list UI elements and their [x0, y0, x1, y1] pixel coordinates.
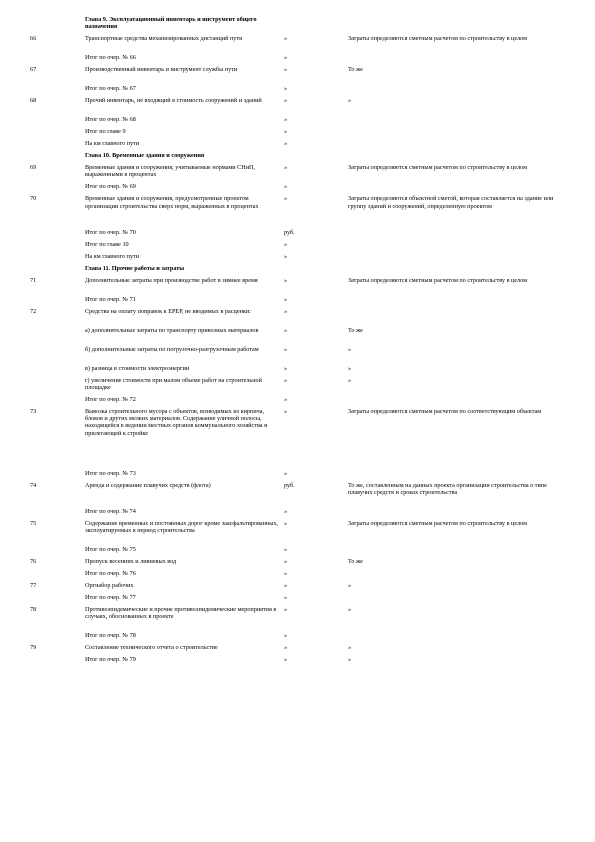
row-unit: »: [284, 276, 288, 284]
row-note: »: [348, 365, 352, 373]
table-row: [30, 128, 580, 140]
table-row: [30, 606, 580, 632]
table-row: [30, 140, 580, 152]
table-row: [30, 408, 580, 470]
row-unit: »: [284, 570, 288, 578]
row-number: 76: [30, 558, 37, 566]
table-row: [30, 164, 580, 183]
table-row: [30, 644, 580, 656]
row-name: Временные здания и сооружения, предусмотренные проектом организации строительства сверх норм, выраженных в процентах: [85, 195, 259, 210]
row-note: »: [348, 582, 352, 590]
row-note: »: [348, 656, 352, 664]
chapter-heading: [30, 152, 580, 164]
row-note: Затраты определяются сметным расчетом по строительству в целом: [348, 164, 528, 172]
row-note: »: [348, 644, 352, 652]
row-name: Итог по очер. № 78: [85, 632, 136, 640]
row-unit: »: [284, 582, 288, 590]
row-name: Итог по очер. № 67: [85, 85, 136, 93]
row-note: То же: [348, 558, 363, 566]
row-unit: »: [284, 546, 288, 554]
row-unit: »: [284, 164, 288, 172]
table-row: [30, 183, 580, 195]
row-unit: »: [284, 85, 288, 93]
row-name: Транспортные средства механизированных дистанций пути: [85, 35, 243, 43]
row-number: 69: [30, 164, 37, 172]
row-number: 77: [30, 582, 37, 590]
row-name: Итог по очер. № 72: [85, 396, 136, 404]
row-number: 78: [30, 606, 37, 614]
row-note: То же: [348, 326, 363, 334]
row-number: 73: [30, 408, 37, 416]
row-unit: »: [284, 632, 288, 640]
row-name: Итог по очер. № 73: [85, 469, 136, 477]
row-number: 68: [30, 97, 37, 105]
row-unit: »: [284, 469, 288, 477]
row-name: б) дополнительные затраты по погрузочно-разгрузочным работам: [85, 346, 259, 354]
row-name: Глава 9. Эксплуатационный инвентарь и инструмент общего назначения: [85, 16, 257, 31]
row-name: Временные здания и сооружения, учитываемые нормами СНиП, выраженными в процентах: [85, 164, 256, 179]
table-row: [30, 365, 580, 377]
row-unit: »: [284, 66, 288, 74]
table-row: [30, 195, 580, 228]
table-row: [30, 470, 580, 482]
table-row: [30, 97, 580, 116]
row-name: Дополнительные затраты при производстве работ в зимнее время: [85, 276, 258, 284]
table-row: [30, 327, 580, 346]
table-row: [30, 632, 580, 644]
table-row: [30, 241, 580, 253]
table-row: [30, 582, 580, 594]
row-unit: »: [284, 295, 288, 303]
table-row: [30, 116, 580, 128]
row-unit: »: [284, 594, 288, 602]
row-name: Прочий инвентарь, не входящий в стоимость сооружений и зданий: [85, 97, 262, 105]
row-number: 70: [30, 195, 37, 203]
table-row: [30, 346, 580, 365]
row-name: Глава 11. Прочие работы и затраты: [85, 264, 185, 272]
row-unit: »: [284, 377, 288, 385]
row-name: Итог по очер. № 79: [85, 656, 136, 664]
row-name: Вывозка строительного мусора с объектов, возводимых из кирпича, блоков и других мелких материалов. Содержание уличной полосы, находящейся в ведении местных органов коммунального хозяйства и прилегающей к стройке: [85, 408, 268, 437]
table-row: [30, 546, 580, 558]
row-unit: »: [284, 508, 288, 516]
row-unit: »: [284, 128, 288, 136]
row-name: Содержание временных и постоянных дорог кроме заасфальтированных, эксплуатируемых в период строительства: [85, 520, 279, 535]
table-row: [30, 54, 580, 66]
row-name: Оргнабор рабочих: [85, 582, 134, 590]
row-name: Итог по очер. № 74: [85, 508, 136, 516]
row-unit: »: [284, 183, 288, 191]
row-name: Итог по очер. № 69: [85, 183, 136, 191]
table-row: [30, 558, 580, 570]
row-number: 74: [30, 481, 37, 489]
row-name: Противоэпидемические и прочие противоэпидемические мероприятия в случаях, обоснованных в проекте: [85, 606, 277, 621]
table-row: [30, 508, 580, 520]
table-row: [30, 296, 580, 308]
row-unit: »: [284, 326, 288, 334]
row-name: Итог по очер. № 77: [85, 594, 136, 602]
row-name: На км главного пути: [85, 140, 140, 148]
row-name: Итог по главе 10: [85, 240, 129, 248]
table-row: [30, 377, 580, 396]
row-name: Итог по очер. № 71: [85, 295, 136, 303]
row-note: »: [348, 377, 352, 385]
row-unit: »: [284, 656, 288, 664]
row-name: г) увеличение стоимости при малом объеме работ на строительной площадке: [85, 377, 262, 392]
row-unit: »: [284, 644, 288, 652]
row-unit: »: [284, 365, 288, 373]
table-row: [30, 570, 580, 582]
row-name: Пропуск весенних и ливневых вод: [85, 558, 177, 566]
row-note: »: [348, 346, 352, 354]
row-unit: »: [284, 346, 288, 354]
estimate-document: [30, 16, 580, 668]
table-row: [30, 520, 580, 546]
table-row: [30, 396, 580, 408]
row-unit: »: [284, 252, 288, 260]
row-name: На км главного пути: [85, 252, 140, 260]
row-name: Средства на оплату поправок к ЕРЕР, не вводимых в расценки:: [85, 307, 251, 315]
row-number: 71: [30, 276, 37, 284]
row-unit: »: [284, 195, 288, 203]
row-note: Затраты определяются сметным расчетом по соответствующим объектам: [348, 408, 542, 416]
row-unit: »: [284, 396, 288, 404]
table-row: [30, 308, 580, 327]
row-number: 75: [30, 520, 37, 528]
row-unit: руб.: [284, 481, 295, 489]
table-row: [30, 66, 580, 85]
row-note: Затраты определяются сметным расчетом по строительству в целом: [348, 520, 528, 528]
table-row: [30, 277, 580, 296]
table-row: [30, 594, 580, 606]
row-name: в) разница в стоимости электроэнергии: [85, 365, 190, 373]
row-name: Итог по очер. № 66: [85, 54, 136, 62]
table-row: [30, 253, 580, 265]
row-name: Итог по очер. № 75: [85, 546, 136, 554]
row-number: 72: [30, 307, 37, 315]
row-number: 79: [30, 644, 37, 652]
row-unit: »: [284, 54, 288, 62]
row-note: »: [348, 606, 352, 614]
row-name: Производственный инвентарь и инструмент службы пути: [85, 66, 238, 74]
row-note: Затраты определяются сметным расчетом по строительству в целом: [348, 276, 528, 284]
row-unit: »: [284, 116, 288, 124]
row-unit: руб.: [284, 228, 295, 236]
row-name: Итог по главе 9: [85, 128, 126, 136]
row-note: То же: [348, 66, 363, 74]
row-note: Затраты определяются сметным расчетом по строительству в целом: [348, 35, 528, 43]
row-note: Затраты определяются объектной сметой, которая составляется на здание или группу зданий и сооружений, определенную проектом: [348, 195, 554, 210]
row-unit: »: [284, 558, 288, 566]
row-name: Аренда и содержание плавучих средств (флота): [85, 481, 211, 489]
row-unit: »: [284, 520, 288, 528]
table-row: [30, 482, 580, 508]
row-unit: »: [284, 307, 288, 315]
row-unit: »: [284, 97, 288, 105]
chapter-heading: [30, 16, 580, 35]
row-name: Итог по очер. № 70: [85, 228, 136, 236]
chapter-heading: [30, 265, 580, 277]
table-row: [30, 35, 580, 54]
row-name: Итог по очер. № 68: [85, 116, 136, 124]
table-row: [30, 229, 580, 241]
row-unit: »: [284, 35, 288, 43]
row-unit: »: [284, 408, 288, 416]
row-name: Составление технического отчета о строительстве: [85, 644, 218, 652]
row-number: 66: [30, 35, 37, 43]
row-unit: »: [284, 240, 288, 248]
row-name: Итог по очер. № 76: [85, 570, 136, 578]
row-note: »: [348, 97, 352, 105]
table-row: [30, 85, 580, 97]
row-unit: »: [284, 140, 288, 148]
row-name: Глава 10. Временные здания и сооружения: [85, 152, 205, 160]
row-note: То же, составленным на данных проекта организации строительства о типе плавучих средств и сроках строительства: [348, 481, 547, 497]
row-number: 67: [30, 66, 37, 74]
row-unit: »: [284, 606, 288, 614]
row-name: а) дополнительные затраты по транспорту привозных материалов: [85, 326, 259, 334]
table-row: [30, 656, 580, 668]
